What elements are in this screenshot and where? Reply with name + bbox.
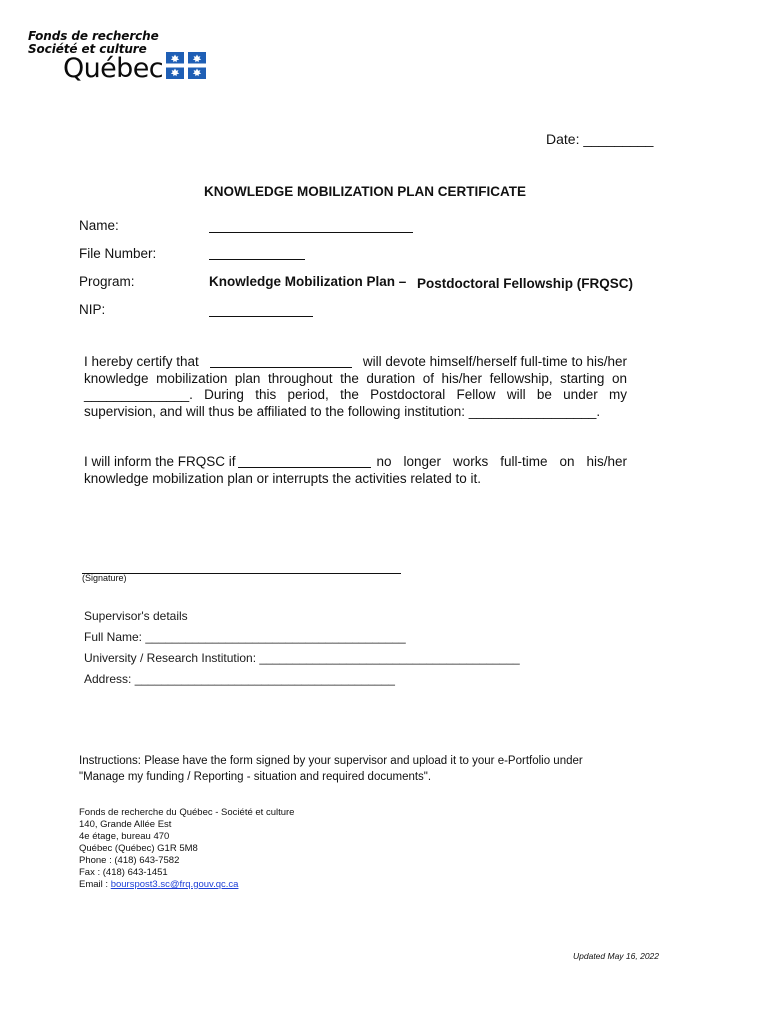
instructions-line-2: "Manage my funding / Reporting - situation and required documents".	[79, 771, 432, 783]
contact-org: Fonds de recherche du Québec - Société et culture	[79, 807, 295, 818]
signature-line[interactable]	[82, 573, 401, 574]
program-value-a: Knowledge Mobilization Plan –	[209, 274, 407, 289]
name-label: Name:	[79, 218, 119, 233]
inform-text-1b: no longer works full-time on his/her	[376, 454, 627, 469]
nip-field[interactable]	[209, 316, 313, 317]
inform-text-1a: I will inform the FRQSC if	[84, 454, 236, 469]
inform-person-field[interactable]	[238, 454, 371, 468]
instructions-line-1: Instructions: Please have the form signed by your supervisor and upload it to your e-Portfolio under	[79, 755, 583, 767]
certify-line-3: ______________. During this period, the Postdoctoral Fellow will be under my	[84, 387, 627, 402]
updated-date: Updated May 16, 2022	[573, 951, 660, 961]
inform-line-2: knowledge mobilization plan or interrupts the activities related to it.	[84, 470, 481, 486]
signature-label: (Signature)	[82, 573, 127, 583]
certify-line-2: knowledge mobilization plan throughout the duration of his/her fellowship, starting on	[84, 370, 627, 386]
date-field[interactable]: Date: _________	[546, 131, 654, 147]
certify-line-1	[84, 354, 627, 371]
certify-line-4: supervision, and will thus be affiliated to the following institution: _________________.	[84, 403, 601, 419]
contact-email-link[interactable]: bourspost3.sc@frq.gouv.qc.ca	[110, 879, 239, 890]
contact-fax: Fax : (418) 643-1451	[79, 867, 168, 878]
logo-org-line2: Société et culture	[28, 42, 147, 56]
contact-city: Québec (Québec) G1R 5M8	[79, 843, 198, 854]
program-value-b: Postdoctoral Fellowship (FRQSC)	[417, 276, 634, 291]
logo-org-line1: Fonds de recherche	[28, 29, 159, 43]
inform-line-1	[84, 454, 627, 471]
nip-label: NIP:	[79, 302, 106, 317]
supervisor-heading: Supervisor's details	[84, 609, 188, 623]
contact-block	[79, 807, 294, 891]
logo-quebec-wordmark: Québec	[63, 53, 163, 84]
supervisor-address-field[interactable]: Address: _______________________________________	[84, 672, 395, 686]
file-number-label: File Number:	[79, 246, 157, 261]
certify-text-1a: I hereby certify that	[84, 354, 199, 369]
contact-email-row	[79, 879, 294, 891]
file-number-field[interactable]	[209, 259, 305, 260]
inform-paragraph	[84, 454, 627, 487]
certify-person-field[interactable]	[210, 354, 352, 368]
contact-street: 140, Grande Allée Est	[79, 819, 172, 830]
supervisor-institution-field[interactable]: University / Research Institution: _______________________________________	[84, 651, 520, 665]
name-field[interactable]	[209, 232, 413, 233]
quebec-flag-icon	[166, 52, 206, 79]
contact-floor: 4e étage, bureau 470	[79, 831, 170, 842]
supervisor-full-name-field[interactable]: Full Name: _______________________________________	[84, 630, 406, 644]
contact-phone: Phone : (418) 643-7582	[79, 855, 180, 866]
program-label: Program:	[79, 274, 135, 289]
page-title: KNOWLEDGE MOBILIZATION PLAN CERTIFICATE	[204, 184, 526, 199]
certify-paragraph	[84, 354, 627, 420]
certify-text-1b: will devote himself/herself full-time to his/her	[362, 354, 627, 369]
contact-email-label: Email :	[79, 879, 109, 890]
